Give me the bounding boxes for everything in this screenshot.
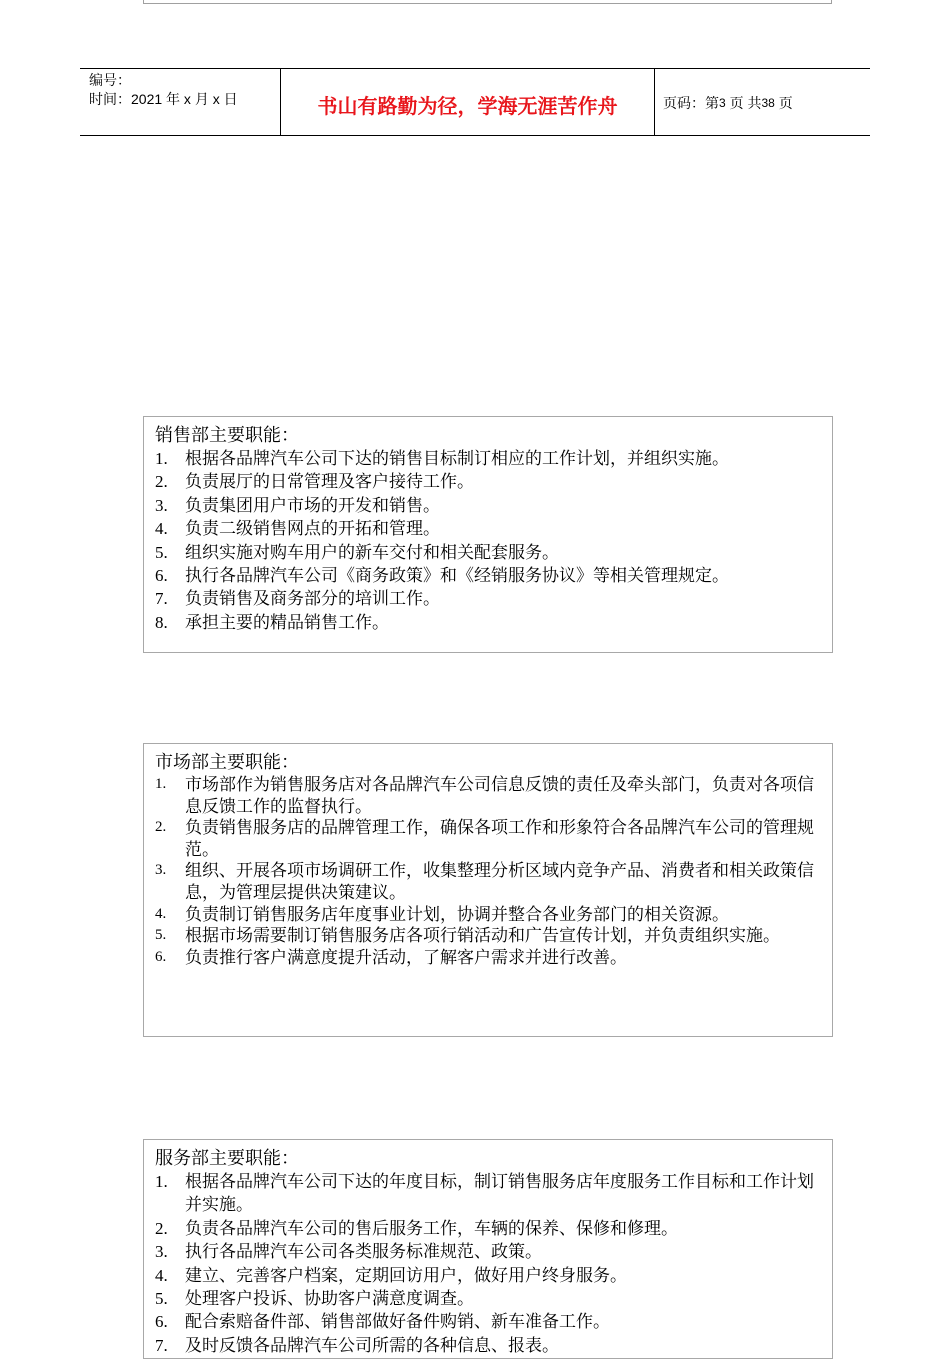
- list-item: 2. 负责各品牌汽车公司的售后服务工作，车辆的保养、保修和修理。: [155, 1218, 678, 1238]
- list-item: 5. 组织实施对购车用户的新车交付和相关配套服务。: [155, 542, 559, 562]
- page-suffix: 页: [778, 95, 793, 111]
- list-item: 4. 建立、完善客户档案，定期回访用户，做好用户终身服务。: [155, 1265, 627, 1285]
- page-mid: 页 共: [729, 95, 762, 111]
- list-item: 3. 组织、开展各项市场调研工作，收集整理分析区域内竞争产品、消费者和相关政策信息，为管理层提供决策建议。: [155, 861, 814, 902]
- list-item: 7. 及时反馈各品牌汽车公司所需的各种信息、报表。: [155, 1335, 559, 1355]
- service-list: [155, 1170, 822, 1357]
- list-item: 3. 负责集团用户市场的开发和销售。: [155, 495, 440, 515]
- list-item: 6. 负责推行客户满意度提升活动，了解客户需求并进行改善。: [155, 947, 627, 967]
- service-title: 服务部主要职能：: [155, 1148, 299, 1168]
- list-item: 2. 负责销售服务店的品牌管理工作，确保各项工作和形象符合各品牌汽车公司的管理规范。: [155, 818, 814, 859]
- list-item: 3. 执行各品牌汽车公司各类服务标准规范、政策。: [155, 1242, 542, 1262]
- sales-section: [143, 416, 833, 653]
- service-section: [143, 1139, 833, 1359]
- sales-title: 销售部主要职能：: [155, 425, 299, 445]
- list-item: 2. 负责展厅的日常管理及客户接待工作。: [155, 472, 474, 492]
- page-current: 3: [719, 96, 726, 110]
- time-label: 时间：2021 年 x 月 x 日: [89, 91, 238, 107]
- previous-box-fragment: [143, 0, 832, 4]
- list-item: 6. 配合索赔备件部、销售部做好备件购销、新车准备工作。: [155, 1312, 610, 1332]
- sales-list: [155, 447, 822, 634]
- list-item: 5. 处理客户投诉、协助客户满意度调查。: [155, 1289, 474, 1309]
- header-motto: 书山有路勤为径，学海无涯苦作舟: [281, 69, 655, 135]
- list-item: 8. 承担主要的精品销售工作。: [155, 612, 389, 632]
- list-item: 4. 负责二级销售网点的开拓和管理。: [155, 519, 440, 539]
- market-list: [155, 774, 822, 968]
- market-title: 市场部主要职能：: [155, 752, 299, 772]
- market-section: [143, 743, 833, 1037]
- page-total: 38: [761, 96, 775, 110]
- page-prefix: 页码：第: [663, 95, 719, 111]
- page-header: [80, 68, 870, 136]
- list-item: 6. 执行各品牌汽车公司《商务政策》和《经销服务协议》等相关管理规定。: [155, 566, 729, 586]
- header-meta: [80, 69, 281, 135]
- list-item: 5. 根据市场需要制订销售服务店各项行销活动和广告宣传计划，并负责组织实施。: [155, 926, 780, 946]
- serial-label: 编号：: [89, 72, 131, 88]
- list-item: 7. 负责销售及商务部分的培训工作。: [155, 589, 440, 609]
- page-number: [655, 69, 870, 135]
- list-item: 1. 市场部作为销售服务店对各品牌汽车公司信息反馈的责任及牵头部门，负责对各项信息反馈工作的监督执行。: [155, 775, 814, 816]
- list-item: 4. 负责制订销售服务店年度事业计划，协调并整合各业务部门的相关资源。: [155, 904, 729, 924]
- list-item: 1. 根据各品牌汽车公司下达的年度目标，制订销售服务店年度服务工作目标和工作计划并实施。: [155, 1172, 814, 1215]
- list-item: 1. 根据各品牌汽车公司下达的销售目标制订相应的工作计划，并组织实施。: [155, 449, 729, 468]
